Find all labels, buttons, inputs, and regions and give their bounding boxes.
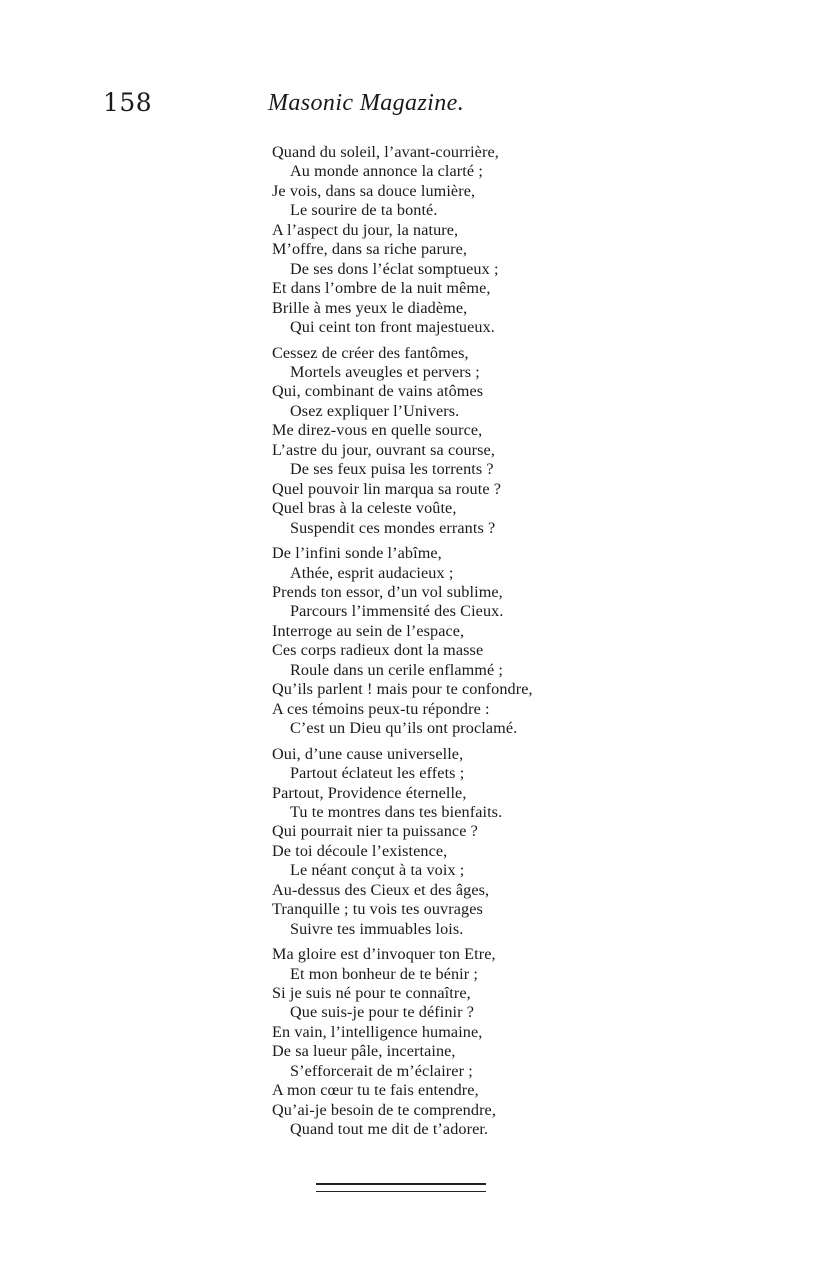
poem-line: L’astre du jour, ouvrant sa course, bbox=[272, 440, 495, 459]
poem-line: Et dans l’ombre de la nuit même, bbox=[272, 279, 491, 298]
poem-line: Osez expliquer l’Univers. bbox=[290, 401, 460, 420]
running-title: Masonic Magazine. bbox=[268, 90, 465, 116]
poem-line: En vain, l’intelligence humaine, bbox=[272, 1022, 483, 1041]
poem-line: Qu’ai-je besoin de te comprendre, bbox=[272, 1100, 496, 1119]
poem-line: Suspendit ces mondes errants ? bbox=[290, 518, 496, 537]
poem-line: Partout, Providence éternelle, bbox=[272, 783, 467, 802]
poem-line: Qui, combinant de vains atômes bbox=[272, 382, 484, 401]
poem-line: Oui, d’une cause universelle, bbox=[272, 744, 464, 763]
poem-line: A l’aspect du jour, la nature, bbox=[272, 220, 459, 239]
poem-line: Et mon bonheur de te bénir ; bbox=[290, 964, 479, 983]
stanza bbox=[272, 143, 592, 338]
page-number: 158 bbox=[103, 88, 153, 117]
poem-line: Interroge au sein de l’espace, bbox=[272, 621, 465, 640]
poem-line: Parcours l’immensité des Cieux. bbox=[290, 602, 504, 621]
poem-line: Quand tout me dit de t’adorer. bbox=[290, 1120, 489, 1139]
poem-line: Le néant conçut à ta voix ; bbox=[290, 861, 465, 880]
poem-line: Tu te montres dans tes bienfaits. bbox=[290, 802, 503, 821]
poem-line: Ma gloire est d’invoquer ton Etre, bbox=[272, 945, 496, 964]
poem-line: Roule dans un cerile enflammé ; bbox=[290, 660, 504, 679]
poem-line: Prends ton essor, d’un vol sublime, bbox=[272, 582, 503, 601]
poem-line: Mortels aveugles et pervers ; bbox=[290, 362, 480, 381]
poem-line: Au-dessus des Cieux et des âges, bbox=[272, 880, 490, 899]
stanza bbox=[272, 544, 592, 739]
poem-line: De l’infini sonde l’abîme, bbox=[272, 544, 442, 563]
poem-line: Ces corps radieux dont la masse bbox=[272, 641, 484, 660]
poem-line: Athée, esprit audacieux ; bbox=[290, 563, 454, 582]
poem-line: S’efforcerait de m’éclairer ; bbox=[290, 1061, 473, 1080]
poem-line: Si je suis né pour te connaître, bbox=[272, 984, 471, 1003]
poem-line: Au monde annonce la clarté ; bbox=[290, 162, 483, 181]
poem-line: Que suis-je pour te définir ? bbox=[290, 1003, 475, 1022]
poem-line: C’est un Dieu qu’ils ont proclamé. bbox=[290, 719, 518, 738]
poem-line: Brille à mes yeux le diadème, bbox=[272, 298, 468, 317]
poem-line: De sa lueur pâle, incertaine, bbox=[272, 1042, 456, 1061]
stanza bbox=[272, 945, 592, 1140]
poem-line: Je vois, dans sa douce lumière, bbox=[272, 181, 476, 200]
poem-line: Qu’ils parlent ! mais pour te confondre, bbox=[272, 680, 533, 699]
poem-line: Qui ceint ton front majestueux. bbox=[290, 318, 495, 337]
poem-line: Cessez de créer des fantômes, bbox=[272, 343, 469, 362]
poem-line: Quel bras à la celeste voûte, bbox=[272, 499, 457, 518]
stanza bbox=[272, 344, 592, 539]
poem-line: Qui pourrait nier ta puissance ? bbox=[272, 822, 478, 841]
poem-line: M’offre, dans sa riche parure, bbox=[272, 240, 468, 259]
poem-line: De ses feux puisa les torrents ? bbox=[290, 460, 494, 479]
poem-line: Le sourire de ta bonté. bbox=[290, 201, 438, 220]
poem-line: Tranquille ; tu vois tes ouvrages bbox=[272, 900, 483, 919]
poem-line: A ces témoins peux-tu répondre : bbox=[272, 699, 490, 718]
poem-line: A mon cœur tu te fais entendre, bbox=[272, 1081, 479, 1100]
poem-line: Quand du soleil, l’avant-courrière, bbox=[272, 143, 499, 161]
poem-line: Quel pouvoir lin marqua sa route ? bbox=[272, 479, 502, 498]
poem-line: Me direz-vous en quelle source, bbox=[272, 421, 483, 440]
poem bbox=[272, 143, 592, 1146]
end-rule bbox=[316, 1183, 486, 1192]
poem-line: Suivre tes immuables lois. bbox=[290, 919, 464, 938]
poem-line: De toi découle l’existence, bbox=[272, 841, 448, 860]
poem-line: De ses dons l’éclat somptueux ; bbox=[290, 259, 499, 278]
stanza bbox=[272, 745, 592, 940]
poem-line: Partout éclateut les effets ; bbox=[290, 764, 465, 783]
